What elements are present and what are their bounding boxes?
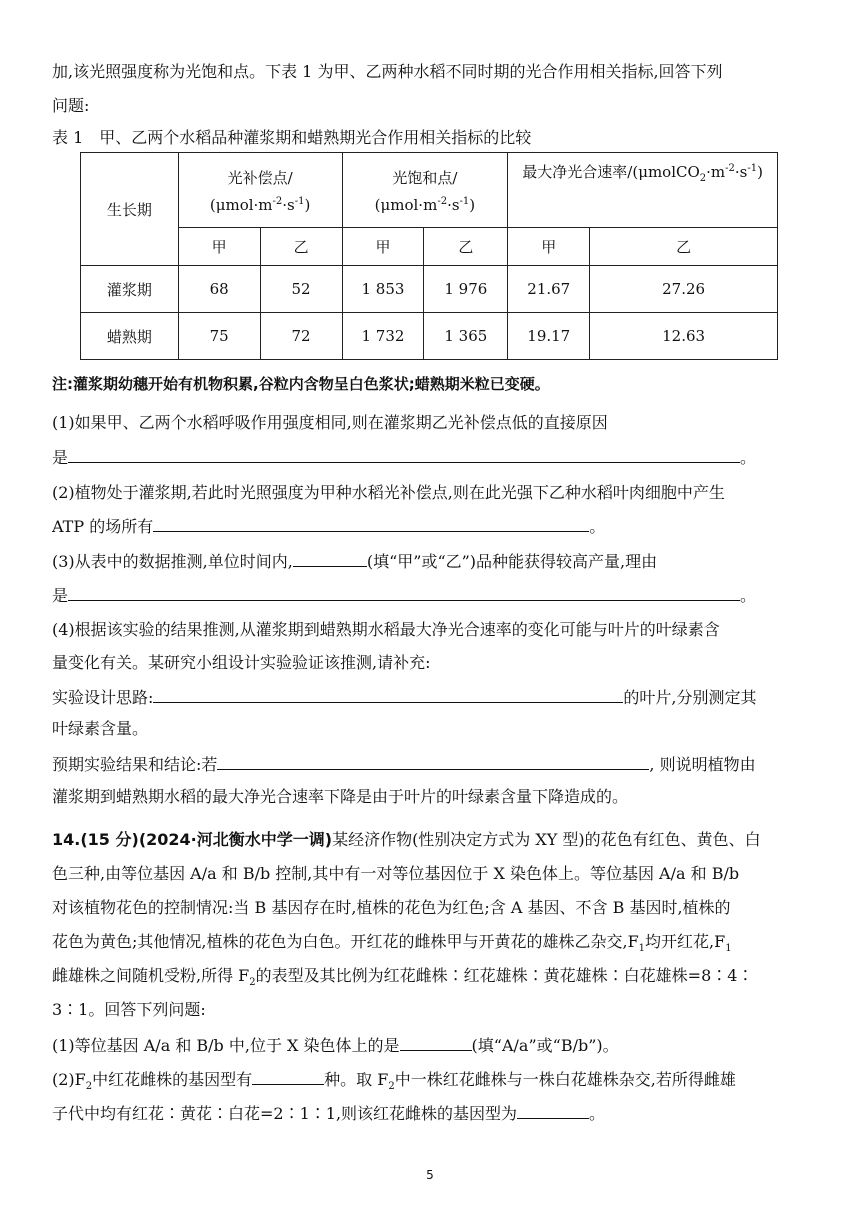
q13-part3-line2: 是 。	[52, 586, 757, 605]
answer-blank[interactable]	[153, 686, 623, 703]
answer-blank[interactable]	[293, 550, 367, 567]
sub-header-yi: 乙	[260, 228, 342, 266]
intro-line-1: 加,该光照强度称为光饱和点。下表 1 为甲、乙两种水稻不同时期的光合作用相关指标,回答下列	[52, 62, 723, 81]
q13-part3-line1: (3)从表中的数据推测,单位时间内, (填“甲”或“乙”)品种能获得较高产量,理由	[52, 552, 658, 571]
sub-header-jia: 甲	[342, 228, 424, 266]
answer-blank[interactable]	[517, 1102, 589, 1119]
q13-part2-line1: (2)植物处于灌浆期,若此时光照强度为甲种水稻光补偿点,则在此光强下乙种水稻叶肉细胞中产生	[52, 483, 725, 502]
sub-header-yi: 乙	[590, 228, 778, 266]
header-compensation-unit: $(\mu mol\cdot m^{-2}\cdot s^{-1})$	[209, 195, 311, 214]
answer-blank[interactable]	[68, 446, 740, 463]
q13-part4-line3: 实验设计思路: 的叶片,分别测定其	[52, 688, 757, 707]
q14-part1: (1)等位基因 A/a 和 B/b 中,位于 X 染色体上的是 (填“A/a”或“B/b”)。	[52, 1036, 619, 1055]
intro-line-2: 问题:	[52, 96, 90, 115]
data-table	[80, 152, 778, 360]
header-saturation-unit: $(\mu mol\cdot m^{-2}\cdot s^{-1})$	[374, 195, 476, 214]
q14-line2: 色三种,由等位基因 A/a 和 B/b 控制,其中有一对等位基因位于 X 染色体上。等位基因 A/a 和 B/b	[52, 864, 740, 883]
page-number: 5	[426, 1168, 434, 1182]
header-saturation-title: 光饱和点/	[392, 168, 458, 187]
cell-value: 1 365	[424, 313, 508, 360]
q13-part1-line1: (1)如果甲、乙两个水稻呼吸作用强度相同,则在灌浆期乙光补偿点低的直接原因	[52, 413, 608, 432]
header-saturation	[342, 153, 508, 228]
q14-part2-line1: $(2)F_2$中红花雌株的基因型有 种。取 $F_2$中一株红花雌株与一株白花雄株杂交,若所得雌雄	[52, 1070, 736, 1093]
cell-value: 68	[178, 266, 260, 313]
q13-part4-line2: 量变化有关。某研究小组设计实验验证该推测,请补充:	[52, 653, 431, 672]
cell-value: 27.26	[590, 266, 778, 313]
q14-line4: 花色为黄色;其他情况,植株的花色为白色。开红花的雌株甲与开黄花的雄株乙杂交$,F_1$均开红花$,F_1$	[52, 932, 732, 955]
header-compensation	[178, 153, 342, 228]
table-row	[81, 266, 778, 313]
answer-blank[interactable]	[217, 753, 649, 770]
answer-blank[interactable]	[400, 1034, 472, 1051]
table-caption: 表 1 甲、乙两个水稻品种灌浆期和蜡熟期光合作用相关指标的比较	[52, 128, 532, 147]
cell-value: 52	[260, 266, 342, 313]
q13-part4-line5: 预期实验结果和结论:若 , 则说明植物由	[52, 755, 756, 774]
q14-part2-line2: 子代中均有红花∶黄花∶白花=2∶1∶1,则该红花雌株的基因型为 。	[52, 1104, 606, 1123]
table-row	[81, 313, 778, 360]
sub-header-jia: 甲	[178, 228, 260, 266]
cell-value: 21.67	[508, 266, 590, 313]
answer-blank[interactable]	[68, 584, 740, 601]
cell-value: 1 976	[424, 266, 508, 313]
q14-line5: 雌雄株之间随机受粉,所得 $F_2$的表型及其比例为红花雌株∶红花雄株∶黄花雄株∶白花雄株=8∶4∶	[52, 966, 754, 989]
sub-header-jia: 甲	[508, 228, 590, 266]
header-compensation-title: 光补偿点/	[227, 168, 293, 187]
cell-value: 19.17	[508, 313, 590, 360]
q14-line1: 14.(15 分)(2024·河北衡水中学一调)某经济作物(性别决定方式为 XY 型)的花色有红色、黄色、白	[52, 830, 761, 849]
cell-value: 12.63	[590, 313, 778, 360]
cell-value: 75	[178, 313, 260, 360]
cell-stage: 灌浆期	[81, 266, 179, 313]
answer-blank[interactable]	[153, 515, 589, 532]
q14-line3: 对该植物花色的控制情况:当 B 基因存在时,植株的花色为红色;含 A 基因、不含 B 基因时,植株的	[52, 898, 731, 917]
answer-blank[interactable]	[252, 1068, 324, 1085]
cell-stage: 蜡熟期	[81, 313, 179, 360]
sub-header-yi: 乙	[424, 228, 508, 266]
cell-value: 1 853	[342, 266, 424, 313]
q14-source: (2024·河北衡水中学一调)	[138, 830, 333, 849]
table-note: 注:灌浆期幼穗开始有机物积累,谷粒内含物呈白色浆状;蜡熟期米粒已变硬。	[52, 375, 550, 393]
cell-value: 1 732	[342, 313, 424, 360]
q13-part1-line2: 是 。	[52, 448, 757, 467]
q13-part4-line4: 叶绿素含量。	[52, 719, 149, 738]
header-max-rate: 最大净光合速率$/(\mu molCO_2\cdot m^{-2}\cdot s^{-1})$	[508, 153, 778, 228]
q13-part4-line6: 灌浆期到蜡熟期水稻的最大净光合速率下降是由于叶片的叶绿素含量下降造成的。	[52, 787, 629, 806]
header-stage: 生长期	[81, 153, 179, 266]
q13-part2-line2: ATP 的场所有 。	[52, 517, 606, 536]
q14-line6: 3∶1。回答下列问题:	[52, 1000, 206, 1019]
cell-value: 72	[260, 313, 342, 360]
q14-number: 14.(15 分)	[52, 830, 139, 849]
q13-part4-line1: (4)根据该实验的结果推测,从灌浆期到蜡熟期水稻最大净光合速率的变化可能与叶片的叶绿素含	[52, 620, 720, 639]
